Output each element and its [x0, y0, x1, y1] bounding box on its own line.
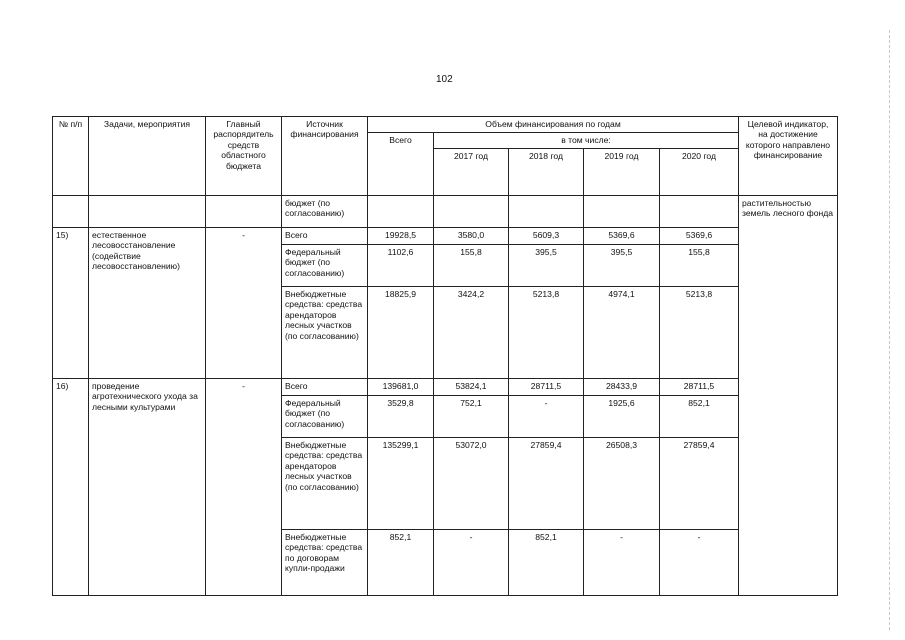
cell-2020: 155,8 — [660, 245, 739, 287]
header-including: в том числе: — [434, 133, 739, 149]
header-total: Всего — [368, 133, 434, 196]
row-number: 15) — [53, 228, 89, 379]
header-year-2020: 2020 год — [660, 149, 739, 196]
cell-2017: 3580,0 — [434, 228, 509, 245]
row-source: Всего — [282, 228, 368, 245]
row-source: Внебюджетные средства: средства по договорам купли-продажи — [282, 530, 368, 596]
cell-2017: 752,1 — [434, 396, 509, 438]
header-no: № п/п — [53, 117, 89, 196]
header-source: Источник финансирования — [282, 117, 368, 196]
continuation-indicator: растительностью земель лесного фонда — [739, 196, 838, 596]
cell-2017: 3424,2 — [434, 287, 509, 379]
cell-2018: 395,5 — [509, 245, 584, 287]
cell-2017: 53824,1 — [434, 379, 509, 396]
cell-2017: 155,8 — [434, 245, 509, 287]
table-row — [53, 228, 838, 245]
row-task: естественное лесовосстановление (содействие лесовосстановлению) — [89, 228, 206, 379]
cell-2018: 5609,3 — [509, 228, 584, 245]
cell-total: 1102,6 — [368, 245, 434, 287]
cell-2018: 852,1 — [509, 530, 584, 596]
cell-2018: 5213,8 — [509, 287, 584, 379]
header-year-2017: 2017 год — [434, 149, 509, 196]
cell-2019: 28433,9 — [584, 379, 660, 396]
row-source: Федеральный бюджет (по согласованию) — [282, 396, 368, 438]
cell-2017: - — [434, 530, 509, 596]
cell-total: 135299,1 — [368, 438, 434, 530]
header-tasks: Задачи, мероприятия — [89, 117, 206, 196]
cell-2018: 27859,4 — [509, 438, 584, 530]
cell-total: 139681,0 — [368, 379, 434, 396]
cell-2019: 1925,6 — [584, 396, 660, 438]
cell-2020: 27859,4 — [660, 438, 739, 530]
cell-2018: 28711,5 — [509, 379, 584, 396]
cell-total: 18825,9 — [368, 287, 434, 379]
cell-2019: 5369,6 — [584, 228, 660, 245]
header-volume: Объем финансирования по годам — [368, 117, 739, 133]
row-source: Внебюджетные средства: средства арендаторов лесных участков (по согласованию) — [282, 287, 368, 379]
cell-2019: 395,5 — [584, 245, 660, 287]
cell-2020: - — [660, 530, 739, 596]
financing-table — [52, 116, 838, 596]
header-indicator: Целевой индикатор, на достижение которого направлено финансирование — [739, 117, 838, 196]
row-admin: - — [206, 228, 282, 379]
cell-2019: 4974,1 — [584, 287, 660, 379]
page-number: 102 — [436, 74, 453, 85]
row-source: Федеральный бюджет (по согласованию) — [282, 245, 368, 287]
row-source: Внебюджетные средства: средства арендаторов лесных участков (по согласованию) — [282, 438, 368, 530]
row-number: 16) — [53, 379, 89, 596]
header-year-2019: 2019 год — [584, 149, 660, 196]
continuation-row — [53, 196, 838, 228]
row-task: проведение агротехнического ухода за лесными культурами — [89, 379, 206, 596]
cell-2019: 26508,3 — [584, 438, 660, 530]
cell-2018: - — [509, 396, 584, 438]
cell-2020: 5369,6 — [660, 228, 739, 245]
header-year-2018: 2018 год — [509, 149, 584, 196]
cell-2020: 5213,8 — [660, 287, 739, 379]
cell-2020: 852,1 — [660, 396, 739, 438]
cell-total: 19928,5 — [368, 228, 434, 245]
header-row-1 — [53, 117, 838, 133]
scan-edge-marks — [889, 30, 894, 630]
cell-2020: 28711,5 — [660, 379, 739, 396]
cell-total: 3529,8 — [368, 396, 434, 438]
row-admin: - — [206, 379, 282, 596]
row-source: Всего — [282, 379, 368, 396]
table-row — [53, 379, 838, 396]
continuation-source: бюджет (по согласованию) — [282, 196, 368, 228]
cell-2019: - — [584, 530, 660, 596]
header-administrator: Главный распорядитель средств областного бюджета — [206, 117, 282, 196]
cell-total: 852,1 — [368, 530, 434, 596]
cell-2017: 53072,0 — [434, 438, 509, 530]
